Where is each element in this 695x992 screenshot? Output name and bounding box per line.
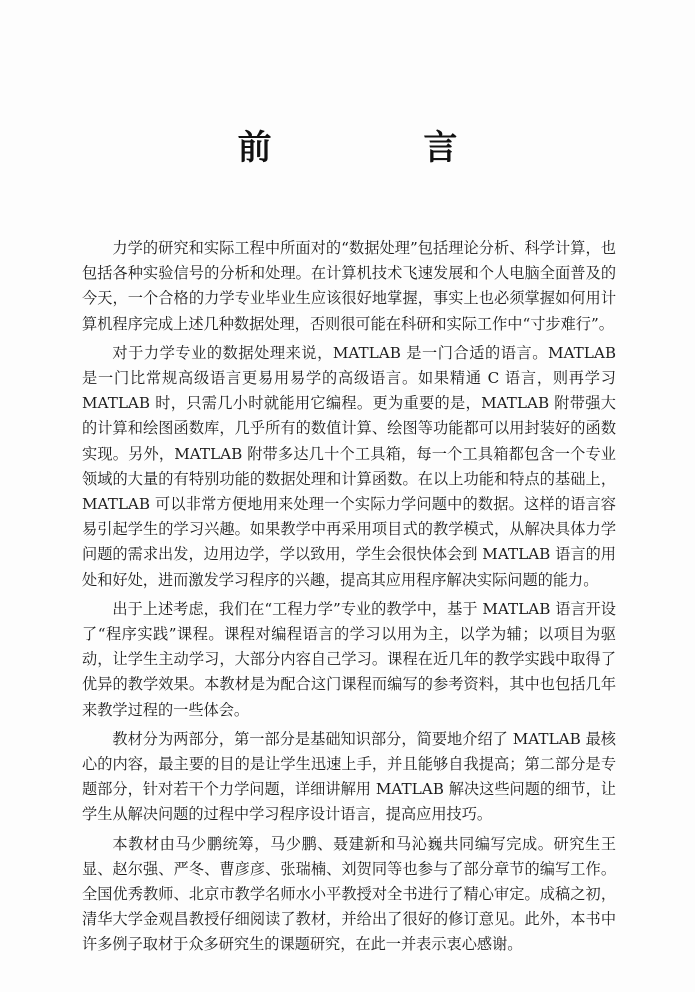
preface-body [82,236,616,962]
paragraph-5: 本教材由马少鹏统筹，马少鹏、聂建新和马沁巍共同编写完成。研究生王显、赵尔强、严冬、曹彦彦、张瑞楠、刘贺同等也参与了部分章节的编写工作。全国优秀教师、北京市教学名师水小平教授对全书进行了精心审定。成稿之初，清华大学金观昌教授仔细阅读了教材，并给出了很好的修订意见。此外，本书中许多例子取材于众多研究生的课题研究，在此一并表示衷心感谢。 [82,834,616,954]
paragraph-1: 力学的研究和实际工程中所面对的“数据处理”包括理论分析、科学计算，也包括各种实验信号的分析和处理。在计算机技术飞速发展和个人电脑全面普及的今天，一个合格的力学专业毕业生应该很好地掌握，事实上也必须掌握如何用计算机程序完成上述几种数据处理，否则很可能在科研和实际工作中“寸步难行”。 [82,239,616,333]
paragraph-2: 对于力学专业的数据处理来说，MATLAB 是一门合适的语言。MATLAB 是一门比常规高级语言更易用易学的高级语言。如果精通 C 语言，则再学习 MATLAB 时，只需几小时就能用它编程。更为重要的是，MATLAB 附带强大的计算和绘图函数库，几乎所有的数值计算、绘图等功能都可以用封装好的函数实现。另外，MATLAB 附带多达几十个工具箱，每一个工具箱都包含一个专业领域的大量的有特别功能的数据处理和计算函数。在以上功能和特点的基础上，MATLAB 可以非常方便地用来处理一个实际力学问题中的数据。这样的语言容易引起学生的学习兴趣。如果教学中再采用项目式的教学模式，从解决具体力学问题的需求出发，边用边学，学以致用，学生会很快体会到 MATLAB 语言的用处和好处，进而激发学习程序的兴趣，提高其应用程序解决实际问题的能力。 [82,343,616,589]
paragraph-3: 出于上述考虑，我们在“工程力学”专业的教学中，基于 MATLAB 语言开设了“程序实践”课程。课程对编程语言的学习以用为主，以学为辅；以项目为驱动，让学生主动学习，大部分内容自己学习。课程在近几年的教学实践中取得了优异的教学效果。本教材是为配合这门课程而编写的参考资料，其中也包括几年来教学过程的一些体会。 [82,599,616,719]
page-title: 前 言 [237,128,528,168]
paragraph-4: 教材分为两部分，第一部分是基础知识部分，简要地介绍了 MATLAB 最核心的内容，最主要的目的是让学生迅速上手，并且能够自我提高；第二部分是专题部分，针对若干个力学问题，详细讲解用 MATLAB 解决这些问题的细节，让学生从解决问题的过程中学习程序设计语言，提高应用技巧。 [82,729,616,824]
